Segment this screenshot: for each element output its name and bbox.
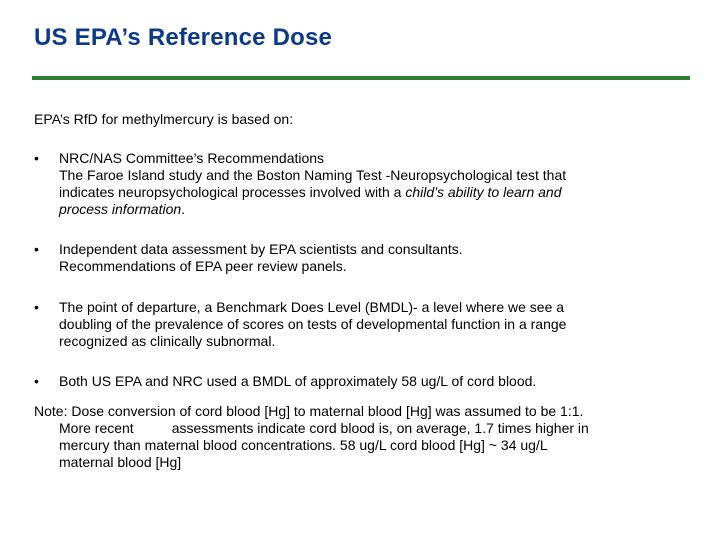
note-line-2a: More recent	[59, 420, 134, 436]
bullet-1-line-3-emphasis: child’s ability to learn and	[405, 184, 562, 200]
note-line-4: maternal blood [Hg]	[59, 454, 182, 470]
note-line-3: mercury than maternal blood concentrations. 58 ug/L cord blood [Hg] ~ 34 ug/L	[59, 437, 548, 453]
bullet-icon: •	[34, 373, 39, 389]
bullet-1-line-4	[59, 201, 654, 218]
bullet-1-line-4-emphasis: process information	[59, 201, 182, 217]
bullet-3-line-2: doubling of the prevalence of scores on tests of developmental function in a range	[59, 316, 567, 332]
bullet-item-2	[34, 241, 654, 275]
bullet-item-3	[34, 299, 654, 350]
slide-title: US EPA’s Reference Dose	[34, 24, 333, 51]
bullet-icon: •	[34, 241, 39, 257]
bullet-3-line-1: The point of departure, a Benchmark Does Level (BMDL)- a level where we see a	[59, 299, 565, 315]
intro-text: EPA’s RfD for methylmercury is based on:	[34, 111, 294, 127]
bullet-2-line-1: Independent data assessment by EPA scientists and consultants.	[59, 241, 463, 257]
bullet-item-4	[34, 373, 654, 390]
bullet-2-line-2: Recommendations of EPA peer review panels.	[59, 258, 347, 274]
title-rule	[32, 76, 690, 80]
bullet-icon: •	[34, 299, 39, 315]
bullet-1-line-2: The Faroe Island study and the Boston Naming Test -Neuropsychological test that	[59, 167, 567, 183]
note-block	[34, 403, 684, 471]
note-line-1: Note: Dose conversion of cord blood [Hg] to maternal blood [Hg] was assumed to be 1:1.	[34, 403, 584, 419]
bullet-3-line-3: recognized as clinically subnormal.	[59, 333, 276, 349]
bullet-list	[34, 150, 654, 390]
bullet-1-line-3-text: indicates neuropsychological processes involved with a	[59, 184, 406, 200]
bullet-item-1	[34, 150, 654, 218]
bullet-1-line-1: NRC/NAS Committee’s Recommendations	[59, 150, 325, 166]
bullet-4-line-1: Both US EPA and NRC used a BMDL of approximately 58 ug/L of cord blood.	[59, 373, 537, 389]
bullet-1-line-4-text: .	[181, 201, 186, 217]
bullet-icon: •	[34, 150, 39, 166]
bullet-1-line-3	[59, 184, 654, 201]
note-line-2b: assessments indicate cord blood is, on average, 1.7 times higher in	[171, 420, 589, 436]
note-line-2	[34, 420, 684, 437]
